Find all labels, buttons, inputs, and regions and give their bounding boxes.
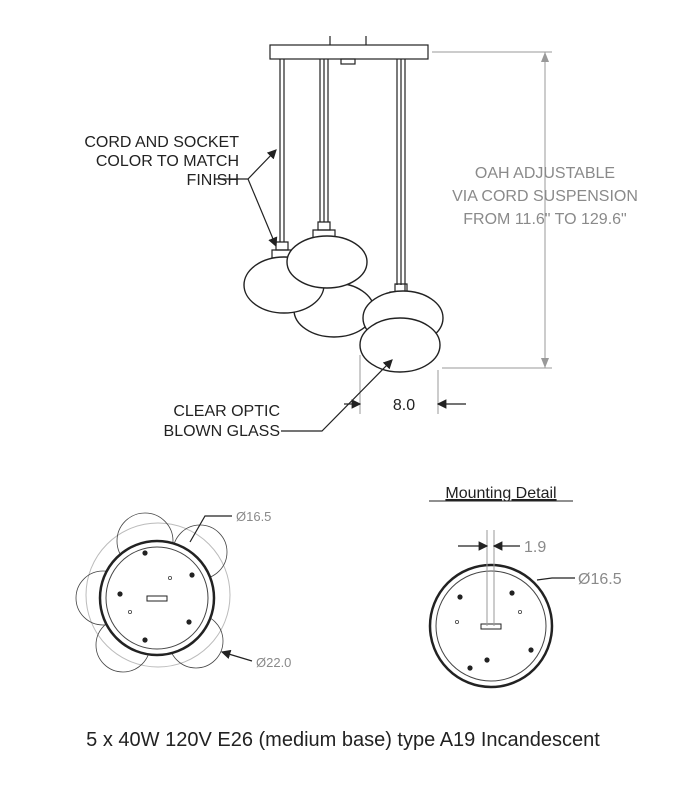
cluster-dia-leader — [222, 652, 252, 661]
glass-callout-line-2: BLOWN GLASS — [163, 423, 280, 440]
mount-offset-label: 1.9 — [524, 539, 547, 556]
oah-note-line-3: FROM 11.6" TO 129.6" — [463, 211, 627, 228]
glass-callout-line-1: CLEAR OPTIC — [173, 403, 280, 420]
cord-callout-line-2: COLOR TO MATCH — [95, 153, 239, 170]
oah-note-line-1: OAH ADJUSTABLE — [474, 165, 616, 182]
canopy-dia-label: Ø16.5 — [236, 509, 272, 524]
glass-leader — [281, 360, 392, 431]
mounting-detail-title: Mounting Detail — [445, 485, 557, 502]
elevation-view — [84, 36, 638, 440]
mount-dia-leader — [537, 578, 575, 580]
plan-view — [76, 509, 291, 672]
oah-note-line-2: VIA CORD SUSPENSION — [452, 188, 638, 205]
canopy-dia-leader — [190, 516, 232, 542]
lamp-spec: 5 x 40W 120V E26 (medium base) type A19 Incandescent — [86, 729, 600, 751]
oah-dimension — [432, 52, 552, 368]
mounting-detail — [429, 485, 622, 687]
mount-dia-label: Ø16.5 — [578, 571, 622, 588]
glass-width-label: 8.0 — [392, 397, 416, 414]
cord-callout-line-1: CORD AND SOCKET — [84, 134, 239, 151]
glass-globes — [244, 236, 443, 372]
canopy-plate — [270, 45, 428, 59]
cord-callout-line-3: FINISH — [186, 172, 239, 189]
cluster-dia-label: Ø22.0 — [256, 655, 292, 670]
